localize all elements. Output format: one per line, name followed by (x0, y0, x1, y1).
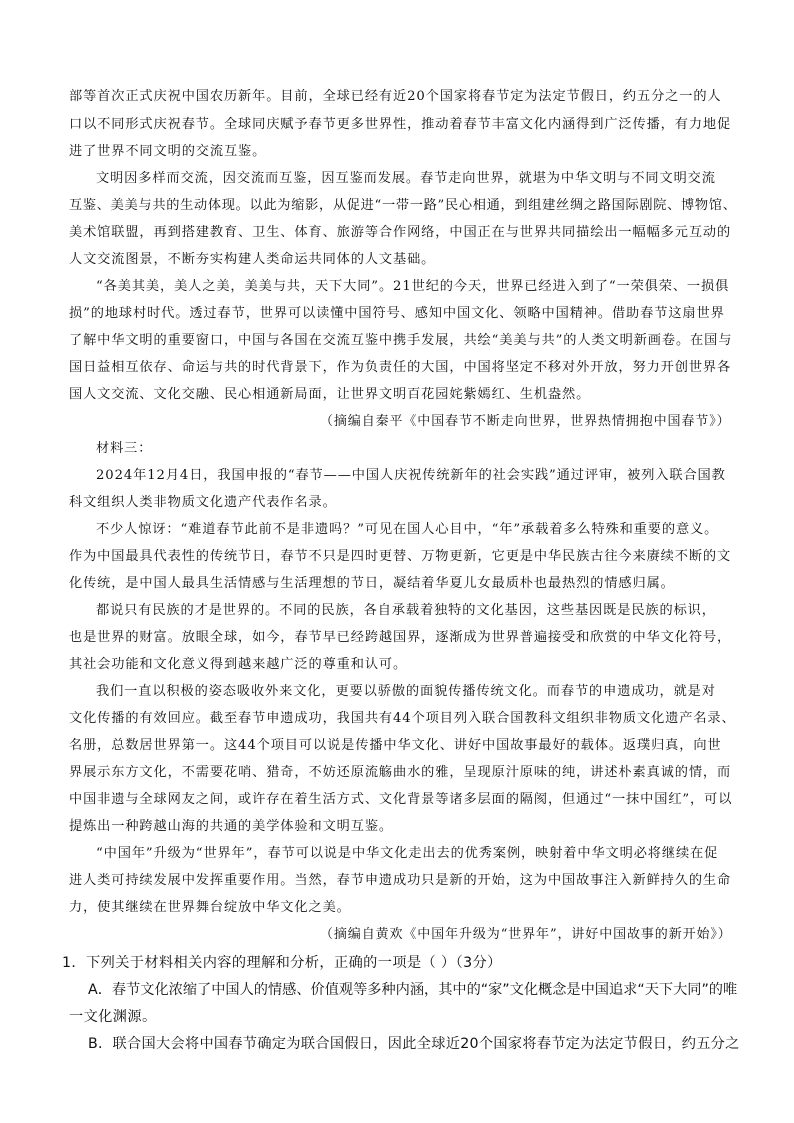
text-line: 部等首次正式庆祝中国农历新年。目前，全球已经有近20个国家将春节定为法定节假日，约五分之一的人 (69, 89, 722, 104)
text-line: 中国非遗与全球网友之间，或许存在着生活方式、文化背景等诸多层面的隔阂，但通过“一抹中国红”，可以 (69, 792, 733, 807)
text-line: 口以不同形式庆祝春节。全球同庆赋予春节更多世界性，推动着春节丰富文化内涵得到广泛传播，有力地促 (69, 117, 732, 132)
text-line: 不少人惊讶：“难道春节此前不是非遗吗？”可见在国人心目中，“年”承载着多么特殊和重要的意义。 (96, 522, 719, 537)
text-line: 人文交流图景，不断夯实构建人类命运共同体的人文基础。 (69, 252, 436, 267)
text-line: 科文组织人类非物质文化遗产代表作名录。 (69, 495, 337, 510)
text-line: 进了世界不同文明的交流互鉴。 (69, 144, 267, 159)
text-line: 也是世界的财富。放眼全球，如今，春节早已经跨越国界，逐渐成为世界普遍接受和欣赏的中华文化符号， (69, 630, 732, 645)
text-line: 都说只有民族的才是世界的。不同的民族，各自承载着独特的文化基因，这些基因既是民族的标识， (96, 603, 716, 618)
text-line: 文明因多样而交流，因交流而互鉴，因互鉴而发展。春节走向世界，就堪为中华文明与不同文明交流 (96, 171, 716, 186)
source-citation: （摘编自黄欢《中国年升级为“世界年”，讲好中国故事的新开始》） (320, 927, 732, 942)
text-line: 文化传播的有效回应。截至春节申遗成功，我国共有44个项目列入联合国教科文组织非物质文化遗产名录、 (69, 711, 736, 726)
text-line: “中国年”升级为“世界年”，春节可以说是中华文化走出去的优秀案例，映射着中华文明必将继续在促 (96, 846, 719, 861)
option-b-line: B．联合国大会将中国春节确定为联合国假日，因此全球近20个国家将春节定为法定节假日，约五分之 (88, 1036, 740, 1052)
option-a-line: A．春节文化浓缩了中国人的情感、价值观等多种内涵，其中的“家”文化概念是中国追求“天下大同”的唯 (88, 982, 738, 998)
section-heading: 材料三： (96, 441, 153, 456)
text-line: 国日益相互依存、命运与共的时代背景下，作为负责任的大国，中国将坚定不移对外开放，努力开创世界各 (69, 360, 732, 375)
text-line: 损”的地球村时代。透过春节，世界可以读懂中国符号、感知中国文化、领略中国精神。借助春节这扇世界 (69, 306, 725, 321)
text-line: 我们一直以积极的姿态吸收外来文化，更要以骄傲的面貌传播传统文化。而春节的申遗成功，就是对 (96, 684, 716, 699)
text-line: 进人类可持续发展中发挥重要作用。当然，春节申遗成功只是新的开始，这为中国故事注入新鲜持久的生命 (69, 873, 732, 888)
text-line: 2024年12月4日，我国申报的“春节——中国人庆祝传统新年的社会实践”通过评审，被列入联合国教 (96, 468, 726, 483)
question-stem: 1．下列关于材料相关内容的理解和分析，正确的一项是（ ）（3分） (62, 955, 502, 971)
text-line: 了解中华文明的重要窗口，中国与各国在交流互鉴中携手发展，共绘“美美与共”的人类文明新画卷。在国与 (69, 333, 733, 348)
text-line: 提炼出一种跨越山海的共通的美学体验和文明互鉴。 (69, 819, 394, 834)
text-line: 力，使其继续在世界舞台绽放中华文化之美。 (69, 900, 351, 915)
text-line: 界展示东方文化，不需要花哨、猎奇，不妨还原流觞曲水的雅，呈现原汁原味的纯，讲述朴素真诚的情，而 (69, 765, 732, 780)
source-citation: （摘编自秦平《中国春节不断走向世界，世界热情拥抱中国春节》） (320, 414, 731, 429)
option-a-line: 一文化渊源。 (69, 1009, 157, 1025)
text-line: 名册，总数居世界第一。这44个项目可以说是传播中华文化、讲好中国故事最好的载体。返璞归真，向世 (69, 738, 722, 753)
text-line: “各美其美，美人之美，美美与共，天下大同”。21世纪的今天，世界已经进入到了“一荣俱荣、一损俱 (96, 279, 730, 294)
text-line: 化传统，是中国人最具生活情感与生活理想的节日，凝结着华夏儿女最质朴也最热烈的情感归属。 (69, 576, 675, 591)
text-line: 其社会功能和文化意义得到越来越广泛的尊重和认可。 (69, 657, 408, 672)
text-line: 互鉴、美美与共的生动体现。以此为缩影，从促进“一带一路”民心相通，到组建丝绸之路国际剧院、博物馆、 (69, 198, 737, 213)
text-line: 美术馆联盟，再到搭建教育、卫生、体育、旅游等合作网络，中国正在与世界共同描绘出一幅幅多元互动的 (69, 225, 732, 240)
text-line: 国人文交流、文化交融、民心相通新局面，让世界文明百花园姹紫嫣红、生机盎然。 (69, 387, 591, 402)
text-line: 作为中国最具代表性的传统节日，春节不只是四时更替、万物更新，它更是中华民族古往今来赓续不断的文 (69, 549, 732, 564)
